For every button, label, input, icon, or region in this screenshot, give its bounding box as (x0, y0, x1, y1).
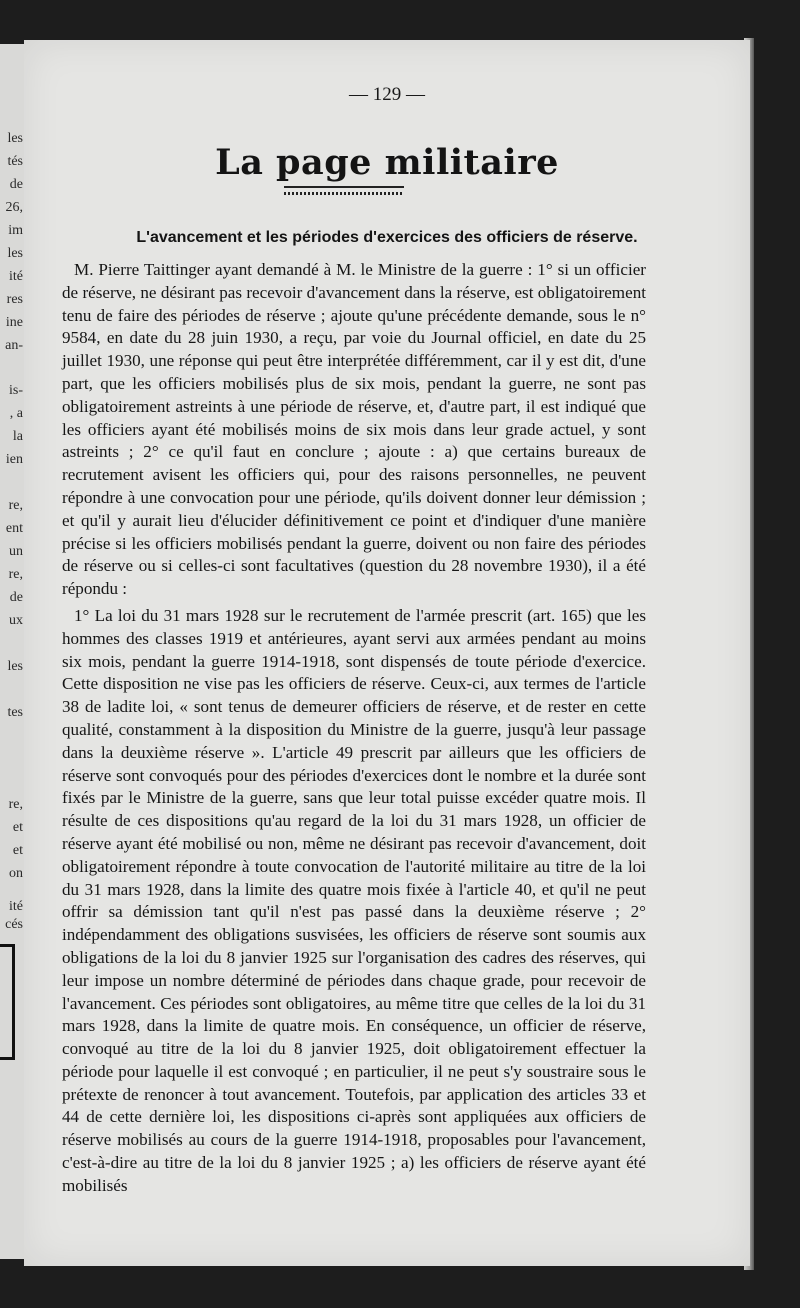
left-page-fragment: im (8, 223, 23, 238)
title-divider (284, 186, 404, 197)
left-page-fragment: un (9, 544, 23, 559)
left-page-fragment: re, (8, 567, 23, 582)
document-page (24, 40, 750, 1266)
left-page-fragment: on (9, 866, 23, 881)
left-page-fragment: tes (7, 705, 23, 720)
article-body (62, 259, 646, 1198)
left-page-fragment: re, (8, 498, 23, 513)
left-page-fragment: re, (8, 797, 23, 812)
left-page-frame (0, 944, 15, 1060)
left-page-fragment: les (7, 659, 23, 674)
left-page-fragment: les (7, 131, 23, 146)
left-page-edge (0, 44, 26, 1259)
page-title: La page militaire (215, 142, 559, 183)
left-page-fragment: ux (9, 613, 23, 628)
left-page-fragment: ine (5, 315, 23, 330)
paragraph: M. Pierre Taittinger ayant demandé à M. le Ministre de la guerre : 1° si un officier de réserve, ne désirant pas recevoir d'avancement dans la réserve, est obligatoirement tenu de faire des périodes de réserve ; ajoute qu'une précédente demande, sous le n° 9584, en date du 28 juin 1930, a reçu, par voie du Journal officiel, en date du 25 juillet 1930, une réponse qui peut être interprétée différemment, car il y est dit, d'une part, que les officiers mobilisés plus de six mois, pendant la guerre, ne sont pas obligatoirement astreints à une période de réserve, et, d'autre part, il est indiqué que les officiers ayant été mobilisés moins de six mois dans leur grade actuel, y sont astreints ; 2° ce qu'il faut en conclure ; ajoute : a) que certains bureaux de recrutement avisent les officiers qui, pour des raisons personnelles, ne peuvent répondre à une convocation pour une période, qu'ils doivent donner leur démission ; et qu'il y aurait lieu d'élucider définitivement ce point et d'indiquer d'une manière précise si les officiers mobilisés pendant la guerre, doivent ou non faire des périodes de réserve ou si celles-ci sont facultatives (question du 28 novembre 1930), il a été répondu : (62, 260, 646, 599)
left-page-fragment: de (9, 590, 23, 605)
page-number: — 129 — (349, 84, 425, 105)
left-page-fragment: de (9, 177, 23, 192)
article-heading: L'avancement et les périodes d'exercices des officiers de réserve. (136, 229, 638, 246)
left-page-fragment: cés (5, 917, 23, 932)
paragraph: 1° La loi du 31 mars 1928 sur le recrutement de l'armée prescrit (art. 165) que les hommes des classes 1919 et antérieures, ayant servi aux armées pendant au moins six mois, pendant la guerre 1914-1918, sont dispensés de toute période d'exercice. Cette disposition ne vise pas les officiers de réserve. Ceux-ci, aux termes de l'article 38 de ladite loi, « sont tenus de demeurer officiers de réserve, et de rester en cette qualité, constamment à la disposition du Ministre de la guerre, jusqu'à leur passage dans la deuxième réserve ». L'article 49 prescrit par ailleurs que les officiers de réserve sont convoqués pour des périodes d'exercices dont le nombre et la durée sont fixés par le Ministre de la guerre, sans que leur total puisse excéder quatre mois. Il résulte de ces dispositions qu'au regard de la loi du 31 mars 1928, un officier de réserve ayant été mobilisé ou non, même ne désirant pas recevoir d'avancement, doit obligatoirement répondre à toute convocation de l'autorité militaire au titre de la loi du 31 mars 1928, dans la limite des quatre mois fixée à l'article 40, et qu'il ne peut offrir sa démission tant qu'il n'est pas passé dans la deuxième réserve ; 2° indépendamment des obligations susvisées, les officiers de réserve sont soumis aux obligations de la loi du 8 janvier 1925 sur l'organisation des cadres des réserves, qui leur impose un nombre déterminé de périodes dans chaque grade, pour recevoir de l'avancement. Ces périodes sont obligatoires, au même titre que celles de la loi du 31 mars 1928, dans la limite de quatre mois. En conséquence, un officier de réserve, convoqué au titre de la loi du 8 janvier 1925, doit obligatoirement effectuer la période pour laquelle il est convoqué ; en particulier, il ne peut s'y soustraire sous le prétexte de renoncer à tout avancement. Toutefois, par application des articles 33 et 44 de cette dernière loi, les dispositions ci-après sont appliquées aux officiers de réserve mobilisés au cours de la guerre 1914-1918, proposables pour l'avancement, c'est-à-dire au titre de la loi du 8 janvier 1925 ; a) les officiers de réserve ayant été mobilisés (62, 605, 646, 1195)
left-page-fragment: 26, (5, 200, 23, 215)
left-page-fragment: an- (5, 338, 23, 353)
left-page-fragment: is- (9, 383, 23, 398)
left-page-fragment: la (12, 429, 23, 444)
left-page-fragment: les (7, 246, 23, 261)
left-page-fragment: ent (5, 521, 23, 536)
left-page-fragment: ité (9, 269, 23, 284)
left-page-fragment: res (6, 292, 23, 307)
left-page-fragment: , a (9, 406, 23, 421)
left-page-fragment: ien (5, 452, 23, 467)
left-page-fragment: tés (7, 154, 23, 169)
left-page-fragment: ité (9, 899, 23, 914)
left-page-fragment: et (12, 843, 23, 858)
left-page-fragment: et (12, 820, 23, 835)
